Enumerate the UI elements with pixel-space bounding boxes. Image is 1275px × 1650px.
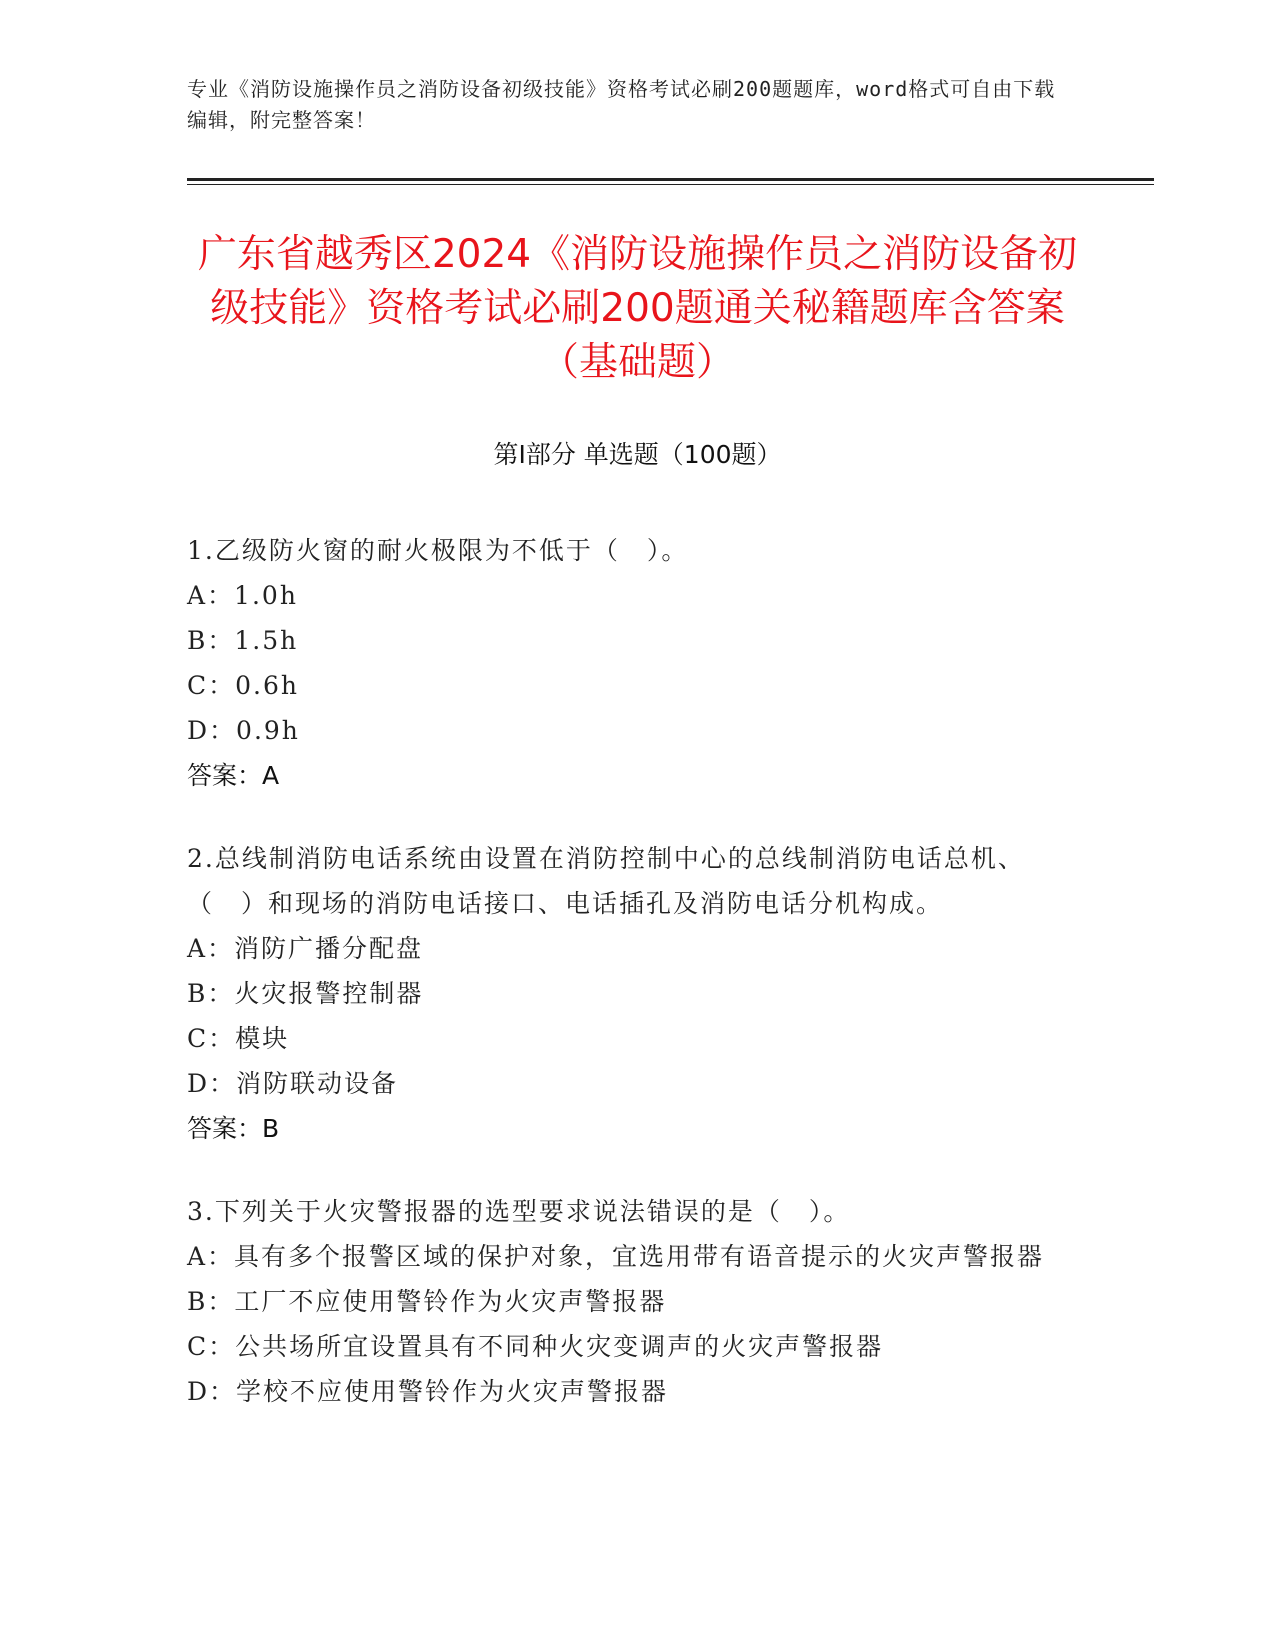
question-stem: 3.下列关于火灾警报器的选型要求说法错误的是（ ）。 bbox=[187, 1197, 851, 1226]
question-3 bbox=[187, 1189, 1077, 1414]
option-c: C：模块 bbox=[187, 1024, 290, 1053]
question-list bbox=[187, 528, 1077, 1452]
option-d: D：消防联动设备 bbox=[187, 1069, 399, 1098]
option-c: C：公共场所宜设置具有不同种火灾变调声的火灾声警报器 bbox=[187, 1332, 884, 1361]
question-stem: 2.总线制消防电话系统由设置在消防控制中心的总线制消防电话总机、（ ）和现场的消防电话接口、电话插孔及消防电话分机构成。 bbox=[187, 844, 1025, 918]
option-a: A：具有多个报警区域的保护对象，宜选用带有语音提示的火灾声警报器 bbox=[187, 1242, 1045, 1271]
question-stem: 1.乙级防火窗的耐火极限为不低于（ ）。 bbox=[187, 536, 689, 565]
question-1 bbox=[187, 528, 1077, 798]
answer: 答案：A bbox=[187, 761, 280, 790]
option-c: C：0.6h bbox=[187, 671, 299, 700]
header-note: 专业《消防设施操作员之消防设备初级技能》资格考试必刷200题题库，word格式可自由下载编辑，附完整答案！ bbox=[187, 77, 1056, 132]
answer: 答案：B bbox=[187, 1114, 280, 1143]
document-title: 广东省越秀区2024《消防设施操作员之消防设备初级技能》资格考试必刷200题通关秘籍题库含答案（基础题） bbox=[197, 232, 1078, 385]
option-b: B：工厂不应使用警铃作为火灾声警报器 bbox=[187, 1287, 667, 1316]
header-rule-thin bbox=[187, 184, 1154, 185]
option-d: D：0.9h bbox=[187, 716, 300, 745]
option-b: B：1.5h bbox=[187, 626, 299, 655]
option-b: B：火灾报警控制器 bbox=[187, 979, 424, 1008]
option-d: D：学校不应使用警铃作为火灾声警报器 bbox=[187, 1377, 669, 1406]
option-a: A：消防广播分配盘 bbox=[187, 934, 424, 963]
section-heading: 第I部分 单选题（100题） bbox=[493, 440, 782, 469]
header-rule-thick bbox=[187, 178, 1154, 181]
option-a: A：1.0h bbox=[187, 581, 298, 610]
question-2 bbox=[187, 836, 1077, 1151]
